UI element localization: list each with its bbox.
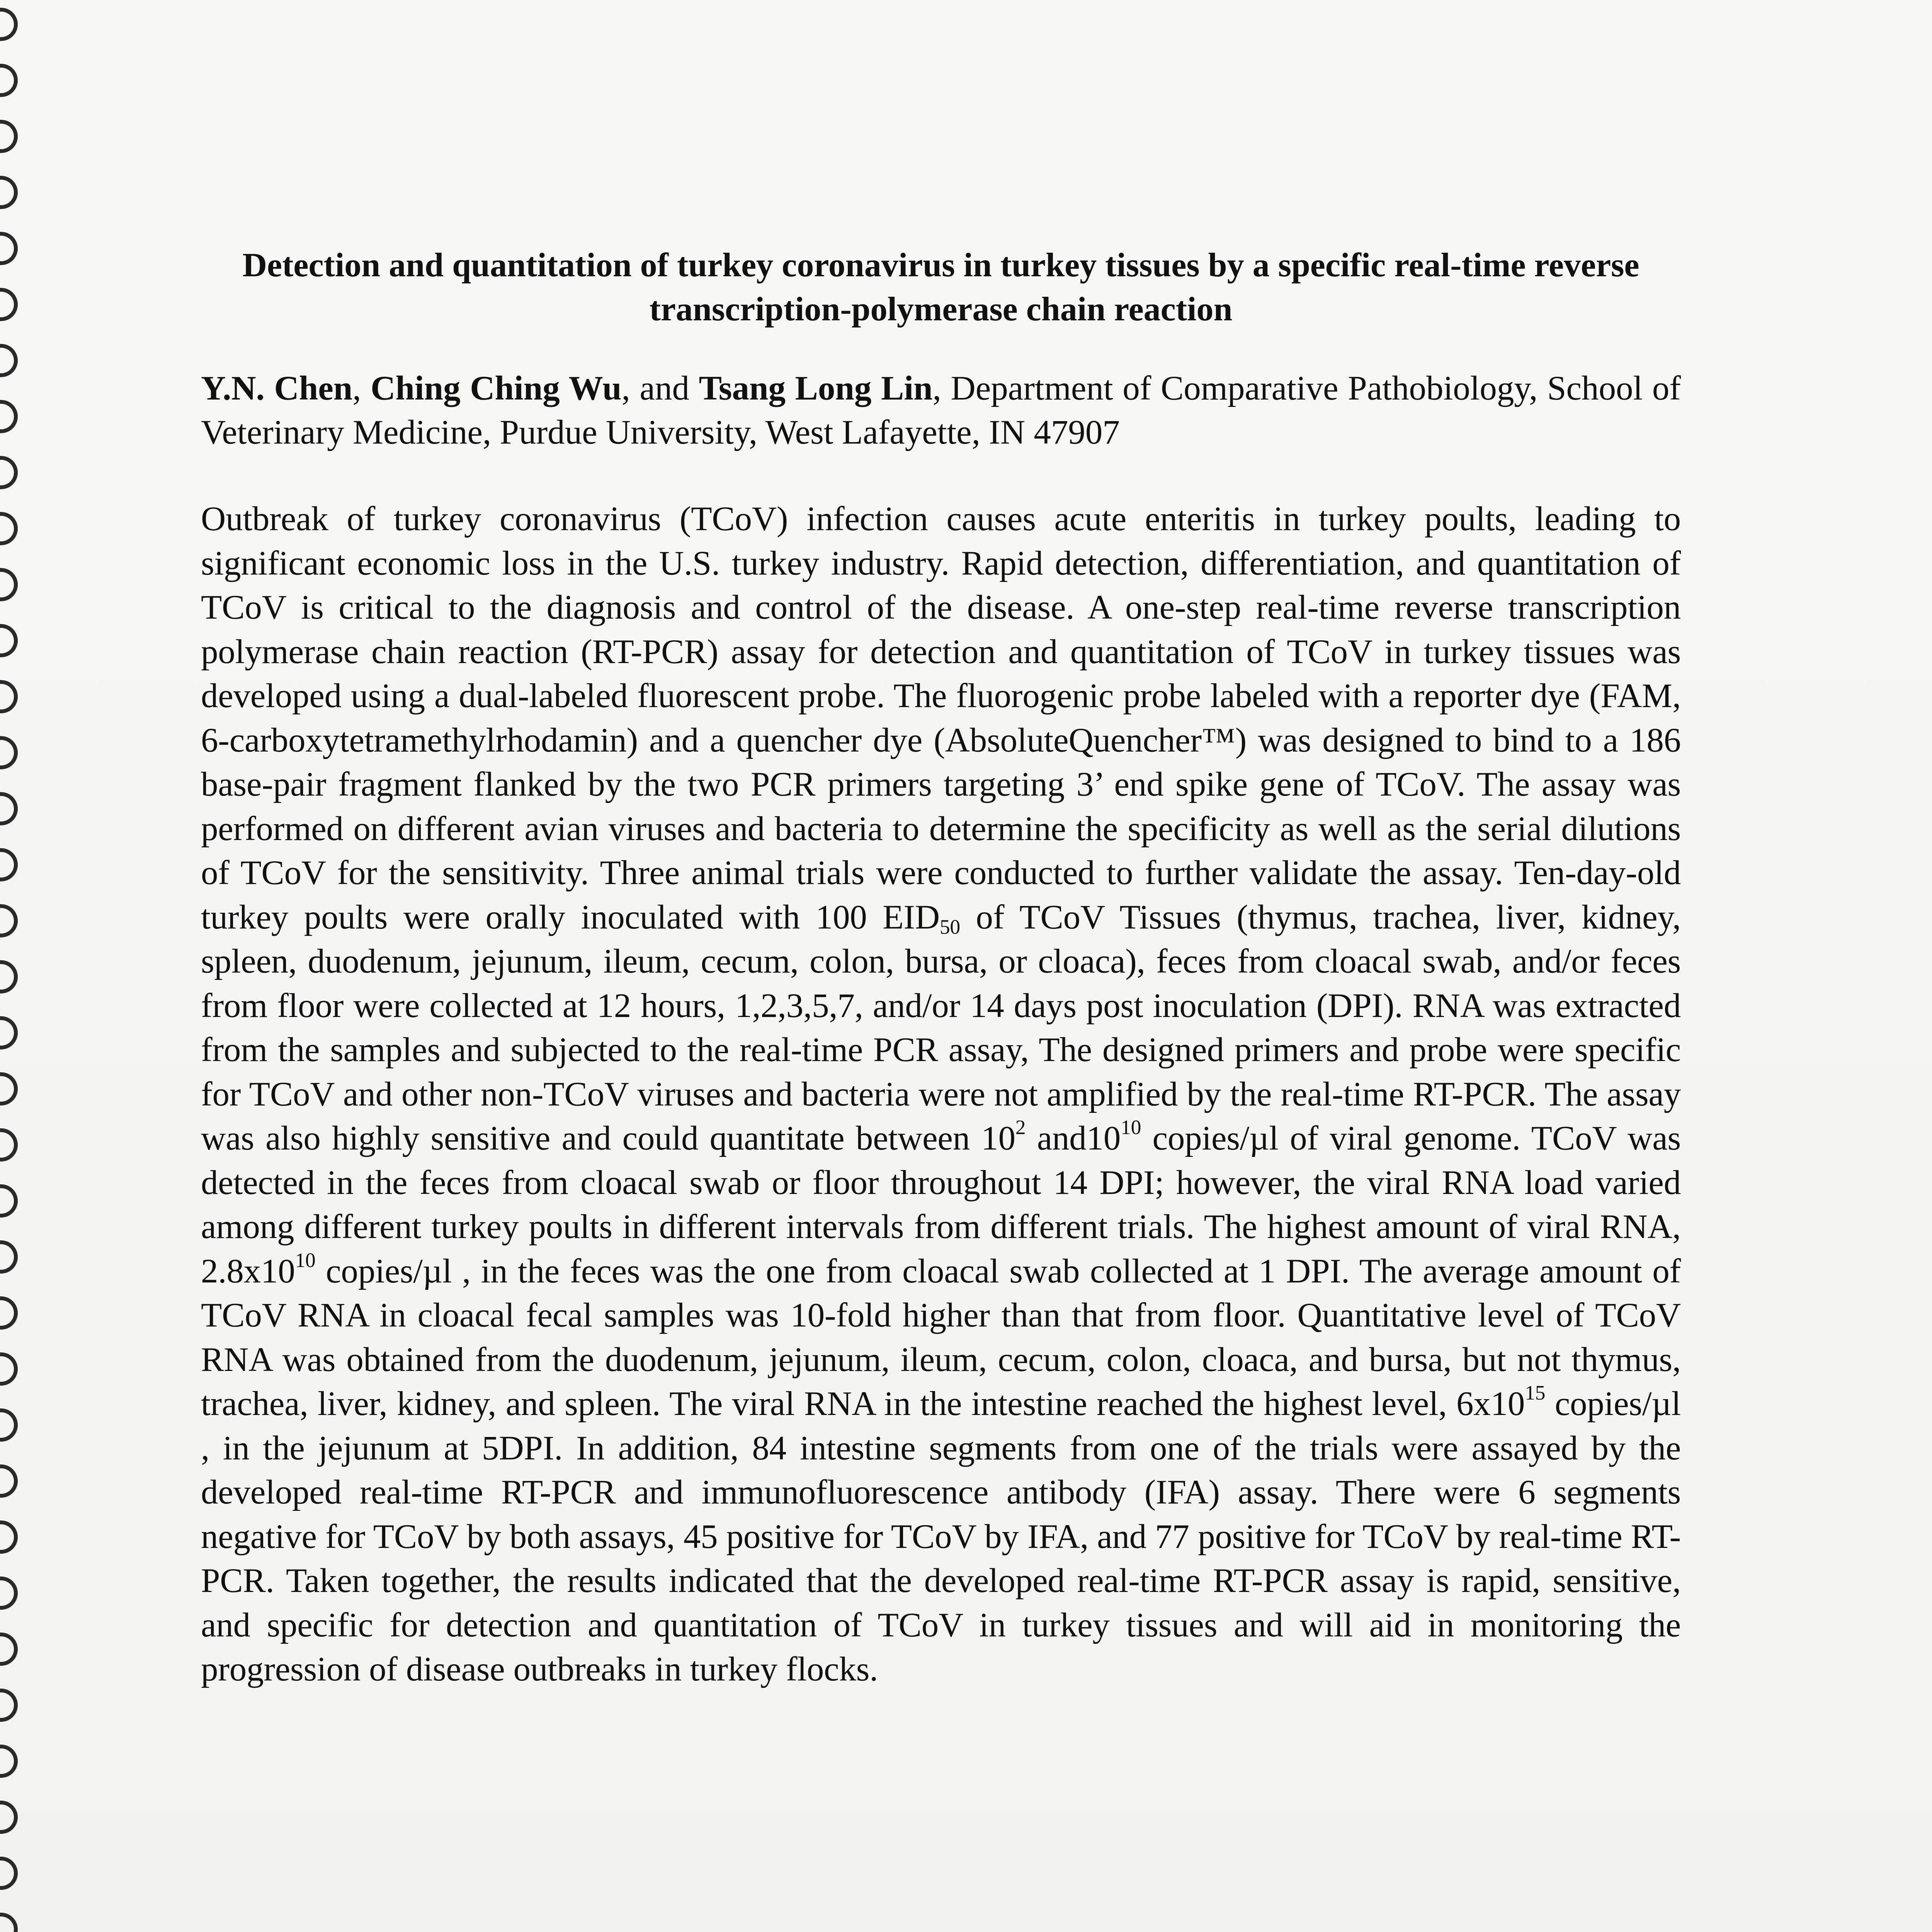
- binding-ring: [0, 512, 18, 545]
- binding-ring: [0, 344, 18, 377]
- binding-ring: [0, 8, 18, 41]
- binding-ring: [0, 960, 18, 993]
- binding-ring: [0, 1352, 18, 1386]
- author-name: Y.N. Chen: [201, 369, 353, 407]
- binding-ring: [0, 176, 18, 209]
- binding-ring: [0, 1072, 18, 1105]
- binding-ring: [0, 792, 18, 825]
- binding-ring: [0, 120, 18, 153]
- abstract-text: and10: [1026, 1119, 1121, 1157]
- author-name: Ching Ching Wu: [371, 369, 622, 407]
- binding-ring: [0, 1689, 18, 1722]
- binding-ring: [0, 1913, 18, 1932]
- superscript: 2: [1015, 1115, 1026, 1139]
- paper-title: Detection and quantitation of turkey coronavirus in turkey tissues by a specific real-time reverse transcription-polymerase chain reaction: [242, 247, 1639, 328]
- abstract-body: [201, 497, 1681, 1692]
- author-separator: , and: [621, 369, 699, 407]
- spiral-binding: [0, 0, 23, 1932]
- binding-ring: [0, 568, 18, 601]
- binding-ring: [0, 1464, 18, 1498]
- abstract-text: Outbreak of turkey coronavirus (TCoV) infection causes acute enteritis in turkey poults, leading to significant economic loss in the U.S. turkey industry. Rapid detection, differentiation, and quantitation of TCoV is critical to the diagnosis and control of the disease. A one-step real-time reverse transcription polymerase chain reaction (RT-PCR) assay for detection and quantitation of TCoV in turkey tissues was developed using a dual-labeled fluorescent probe. The fluorogenic probe labeled with a reporter dye (FAM, 6-carboxytetramethylrhodamin) and a quencher dye (AbsoluteQuencher™) was designed to bind to a 186 base-pair fragment flanked by the two PCR primers targeting 3’ end spike gene of TCoV. The assay was performed on different avian viruses and bacteria to determine the specificity as well as the serial dilutions of TCoV for the sensitivity. Three animal trials were conducted to further validate the assay. Ten-day-old turkey poults were orally inoculated with 100 EID: [201, 500, 1681, 936]
- binding-ring: [0, 680, 18, 713]
- binding-ring: [0, 624, 18, 657]
- binding-ring: [0, 1184, 18, 1218]
- binding-ring: [0, 64, 18, 97]
- author-affiliation: , Department of Comparative Pathobiology, School of Veterinary Medicine, Purdue University, West Lafayette, IN 47907: [201, 369, 1681, 451]
- author-separator: ,: [352, 369, 371, 407]
- superscript: 10: [1121, 1115, 1141, 1139]
- binding-ring: [0, 288, 18, 321]
- subscript: 50: [939, 915, 960, 938]
- superscript: 15: [1525, 1381, 1546, 1404]
- binding-ring: [0, 1633, 18, 1666]
- binding-ring: [0, 1520, 18, 1554]
- abstract-text: copies/µl , in the jejunum at 5DPI. In addition, 84 intestine segments from one of the trials were assayed by the developed real-time RT-PCR and immunofluorescence antibody (IFA) assay. There were 6 segments negative for TCoV by both assays, 45 positive for TCoV by IFA, and 77 positive for TCoV by real-time RT-PCR. Taken together, the results indicated that the developed real-time RT-PCR assay is rapid, sensitive, and specific for detection and quantitation of TCoV in turkey tissues and will aid in monitoring the progression of disease outbreaks in turkey flocks.: [201, 1385, 1681, 1688]
- binding-ring: [0, 1577, 18, 1610]
- binding-ring: [0, 1801, 18, 1834]
- binding-ring: [0, 1408, 18, 1442]
- binding-ring: [0, 1296, 18, 1330]
- binding-ring: [0, 1857, 18, 1890]
- binding-ring: [0, 1128, 18, 1162]
- binding-ring: [0, 736, 18, 769]
- abstract-text: of TCoV Tissues (thymus, trachea, liver, kidney, spleen, duodenum, jejunum, ileum, cecum, colon, bursa, or cloaca), feces from cloacal swab, and/or feces from floor were collected at 12 hours, 1,2,3,5,7, and/or 14 days post inoculation (DPI). RNA was extracted from the samples and subjected to the real-time PCR assay, The designed primers and probe were specific for TCoV and other non-TCoV viruses and bacteria were not amplified by the real-time RT-PCR. The assay was also highly sensitive and could quantitate between 10: [201, 898, 1681, 1157]
- abstract-text: copies/µl , in the feces was the one from cloacal swab collected at 1 DPI. The average amount of TCoV RNA in cloacal fecal samples was 10-fold higher than that from floor. Quantitative level of TCoV RNA was obtained from the duodenum, jejunum, ileum, cecum, colon, cloaca, and bursa, but not thymus, trachea, liver, kidney, and spleen. The viral RNA in the intestine reached the highest level, 6x10: [201, 1252, 1681, 1423]
- binding-ring: [0, 400, 18, 433]
- binding-ring: [0, 456, 18, 489]
- abstract-content: [201, 243, 1681, 1726]
- binding-ring: [0, 1240, 18, 1274]
- abstract-text: copies/µl of viral genome. TCoV was detected in the feces from cloacal swab or floor throughout 14 DPI; however, the viral RNA load varied among different turkey poults in different intervals from different trials. The highest amount of viral RNA, 2.8x10: [201, 1119, 1681, 1290]
- author-name: Tsang Long Lin: [699, 369, 933, 407]
- binding-ring: [0, 1016, 18, 1049]
- author-line: [201, 366, 1681, 454]
- binding-ring: [0, 232, 18, 265]
- binding-ring: [0, 848, 18, 881]
- binding-ring: [0, 1745, 18, 1778]
- binding-ring: [0, 904, 18, 937]
- superscript: 10: [295, 1248, 316, 1272]
